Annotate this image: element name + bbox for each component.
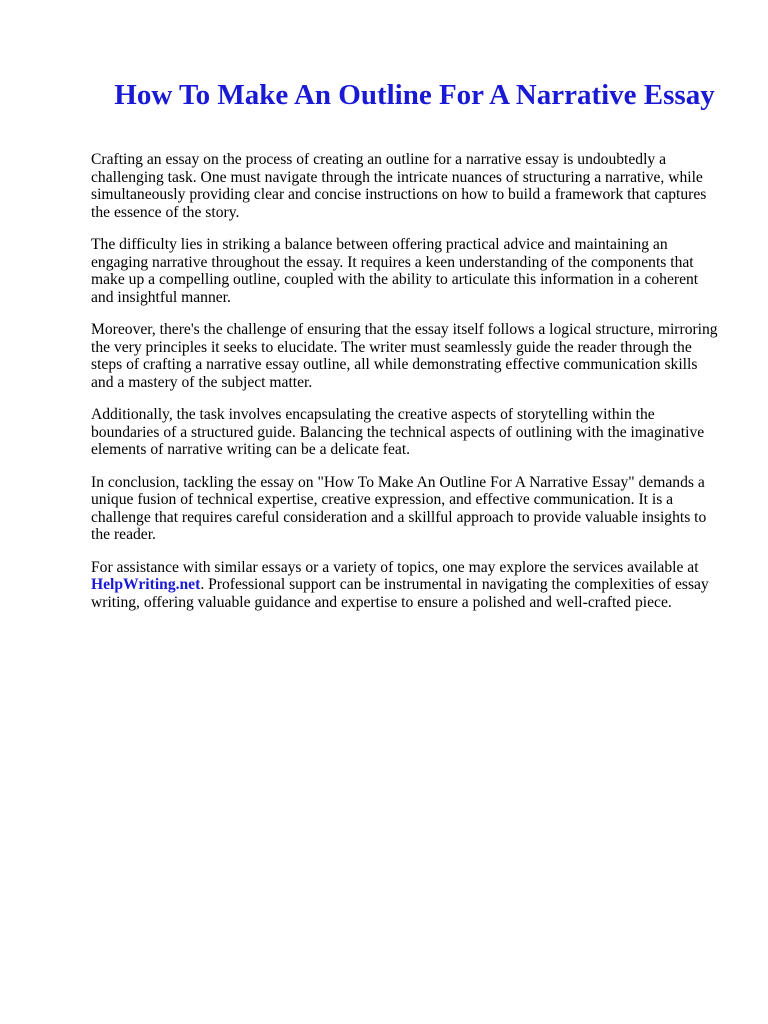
helpwriting-link[interactable]: HelpWriting.net xyxy=(91,576,201,593)
paragraph-4: Additionally, the task involves encapsulating the creative aspects of storytelling within the boundaries of a structured guide. Balancing the technical aspects of outlining with the imaginative elements of narrative writing can be a delicate feat. xyxy=(91,406,705,458)
paragraph-1: Crafting an essay on the process of creating an outline for a narrative essay is undoubtedly a challenging task. One must navigate through the intricate nuances of structuring a narrative, while simultaneously providing clear and concise instructions on how to build a framework that captures the essence of the story. xyxy=(91,151,707,221)
paragraph-6-intro: For assistance with similar essays or a variety of topics, one may explore the services available at xyxy=(91,558,699,576)
document-title: How To Make An Outline For A Narrative Essay xyxy=(114,79,715,111)
paragraph-2: The difficulty lies in striking a balance between offering practical advice and maintaining an engaging narrative throughout the essay. It requires a keen understanding of the components that make up a compelling outline, coupled with the ability to articulate this information in a coherent and insightful manner. xyxy=(91,236,699,306)
paragraph-6 xyxy=(91,559,720,612)
paragraph-5: In conclusion, tackling the essay on "How To Make An Outline For A Narrative Essay" demands a unique fusion of technical expertise, creative expression, and effective communication. It is a challenge that requires careful consideration and a skillful approach to provide valuable insights to the reader. xyxy=(91,473,707,543)
paragraph-6-rest: . Professional support can be instrumental in navigating the complexities of essay writing, offering valuable guidance and expertise to ensure a polished and well-crafted piece. xyxy=(91,576,709,611)
paragraph-3: Moreover, there's the challenge of ensuring that the essay itself follows a logical structure, mirroring the very principles it seeks to elucidate. The writer must seamlessly guide the reader through the steps of crafting a narrative essay outline, all while demonstrating effective communication skills and a mastery of the subject matter. xyxy=(91,321,718,391)
